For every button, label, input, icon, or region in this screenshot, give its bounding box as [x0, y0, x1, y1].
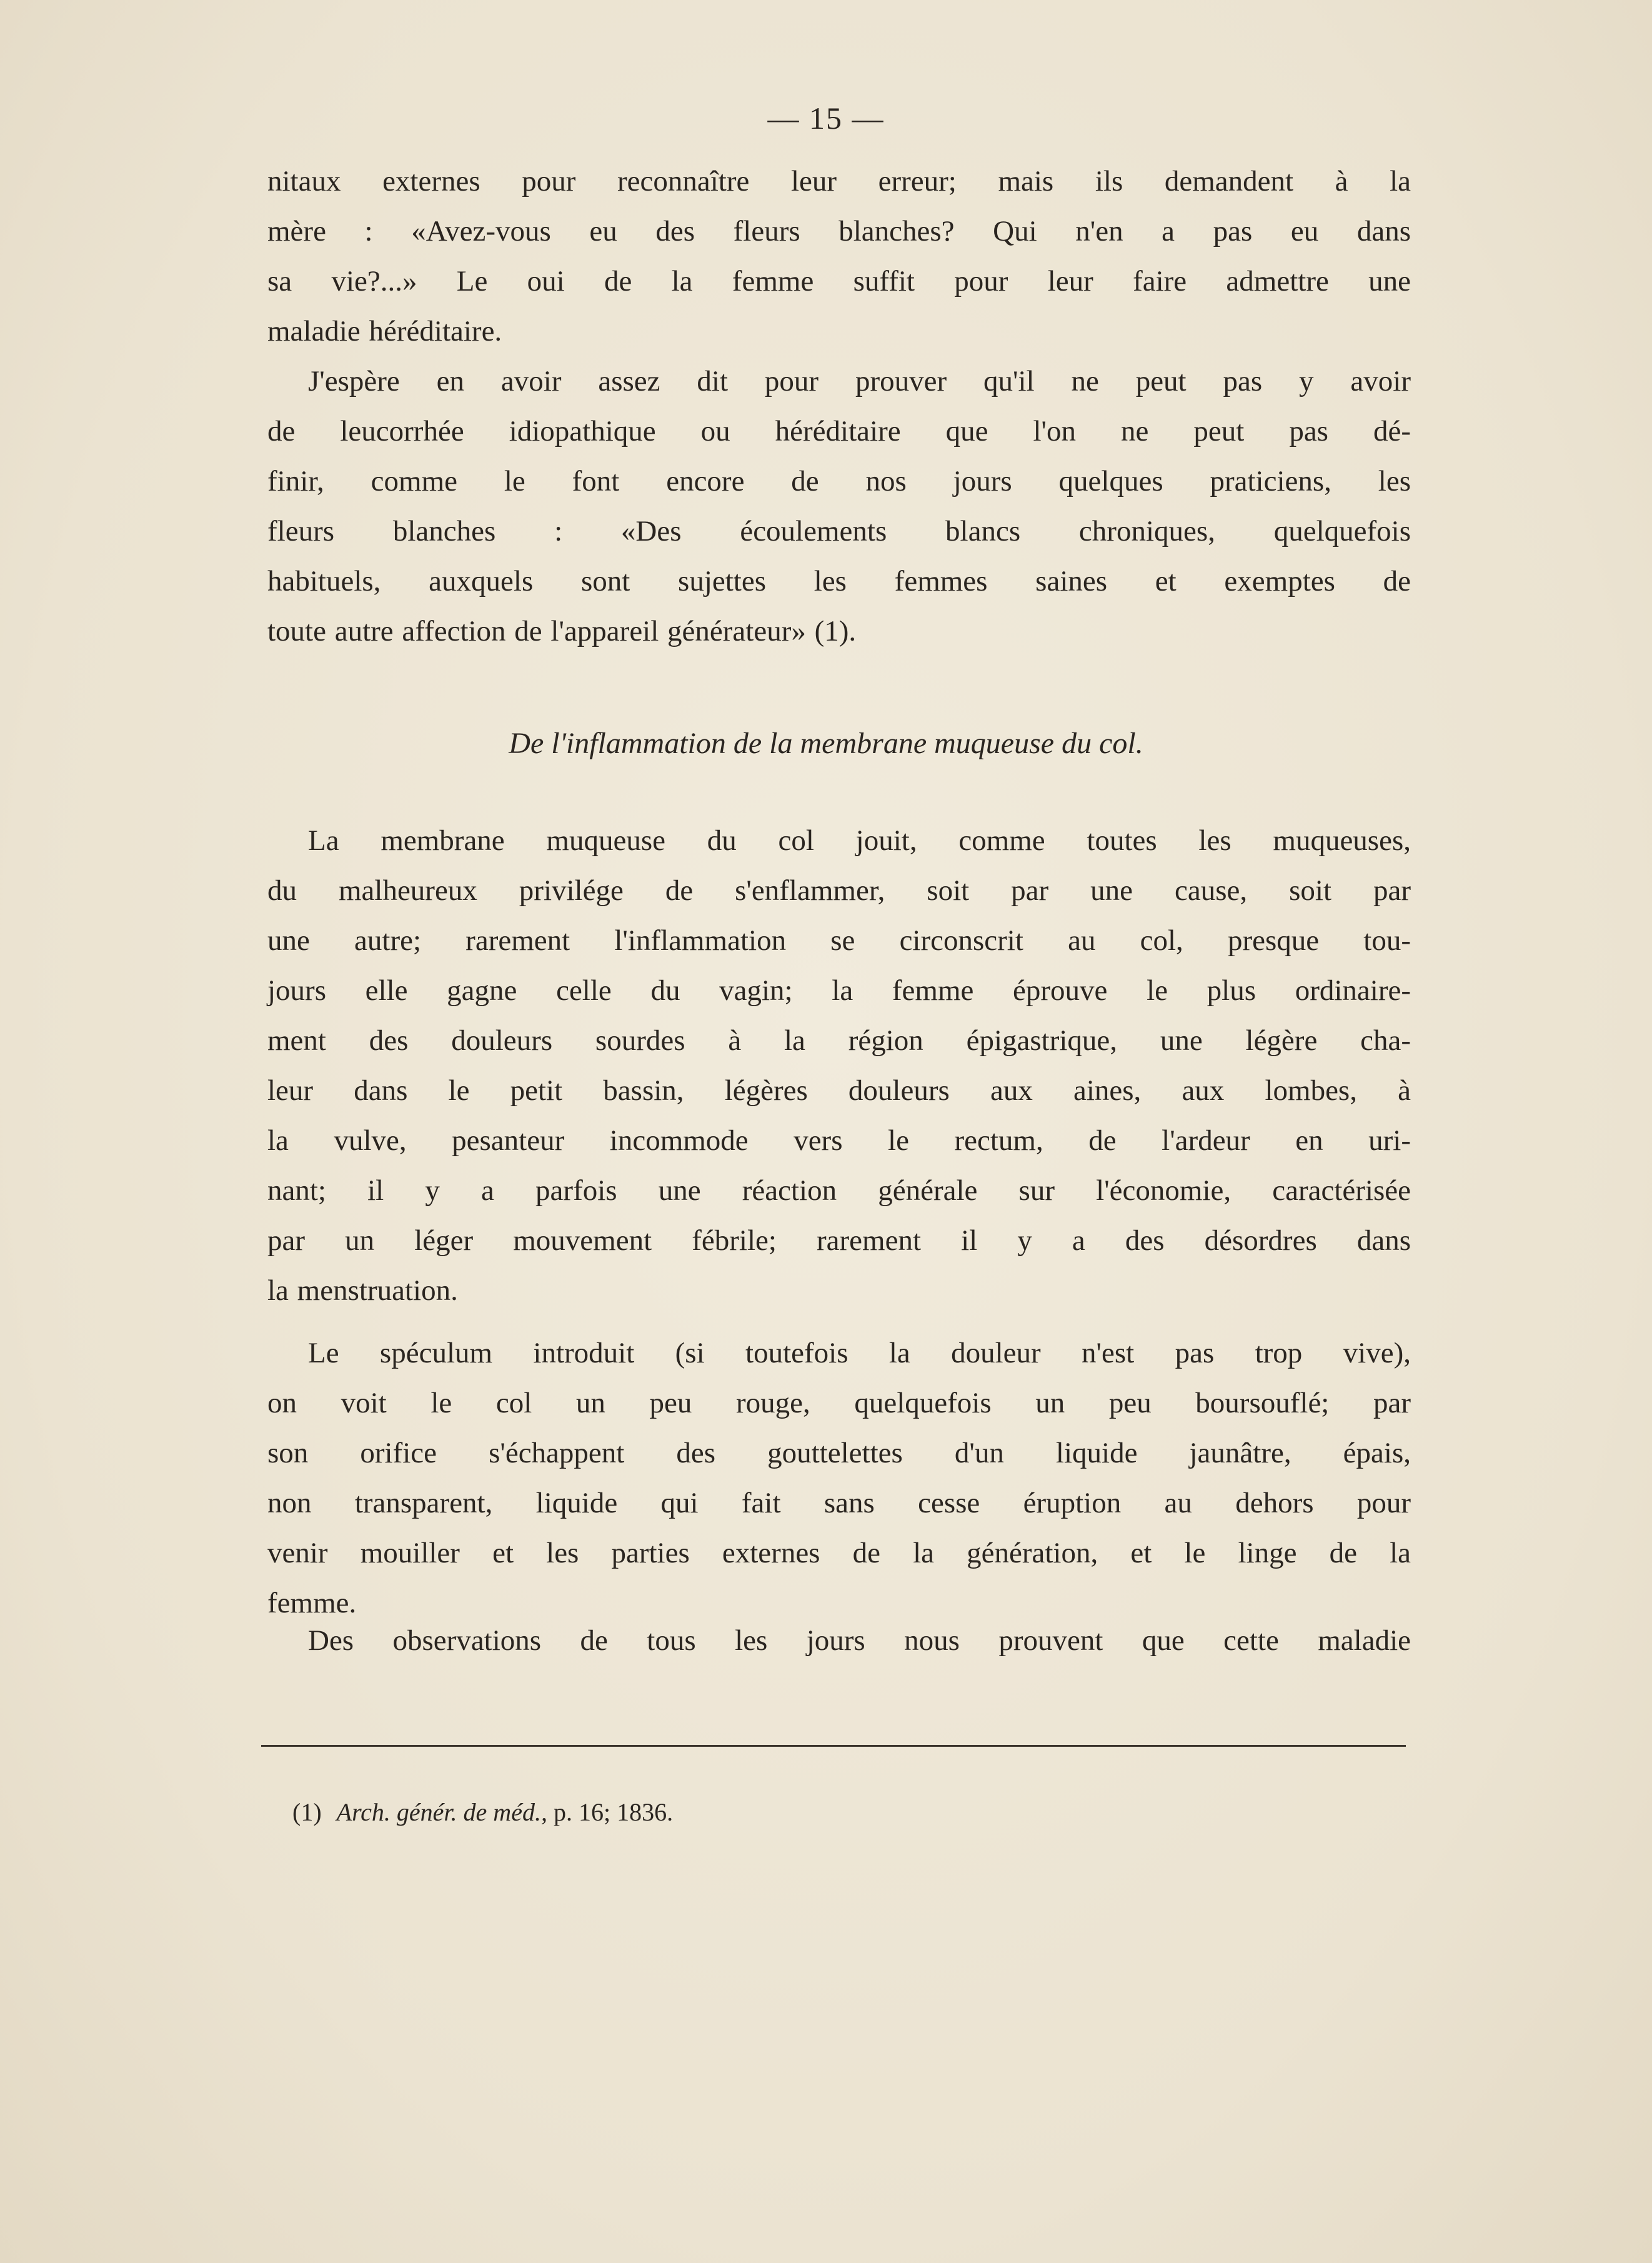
text-line: non transparent, liquide qui fait sans cesse éruption au dehors pour [267, 1487, 1411, 1519]
text-line: par un léger mouvement fébrile; rarement il y a des désordres dans [267, 1224, 1411, 1257]
text-line: toute autre affection de l'appareil générateur» (1). [267, 615, 857, 647]
footnote-source: Arch. génér. de méd., [336, 1798, 547, 1826]
text-line: jours elle gagne celle du vagin; la femme éprouve le plus ordinaire- [267, 974, 1411, 1007]
footnote [292, 1794, 673, 1831]
text-line: nitaux externes pour reconnaître leur erreur; mais ils demandent à la [267, 165, 1411, 197]
footnote-detail: p. 16; 1836. [553, 1798, 674, 1826]
footnote-divider [261, 1745, 1406, 1747]
text-line: ment des douleurs sourdes à la région épigastrique, une légère cha- [267, 1024, 1411, 1057]
text-line: leur dans le petit bassin, légères douleurs aux aines, aux lombes, à [267, 1074, 1411, 1107]
text-line: habituels, auxquels sont sujettes les femmes saines et exemptes de [267, 565, 1411, 597]
text-line: femme. [267, 1587, 357, 1619]
text-line: son orifice s'échappent des gouttelettes d'un liquide jaunâtre, épais, [267, 1437, 1411, 1469]
text-line: J'espère en avoir assez dit pour prouver qu'il ne peut pas y avoir [308, 365, 1411, 397]
text-line: on voit le col un peu rouge, quelquefois un peu boursouflé; par [267, 1387, 1411, 1419]
text-line: mère : «Avez-vous eu des fleurs blanches? Qui n'en a pas eu dans [267, 215, 1411, 247]
text-line: la menstruation. [267, 1274, 458, 1307]
paragraph-observations [267, 1616, 1411, 1666]
text-line: Des observations de tous les jours nous prouvent que cette maladie [308, 1624, 1411, 1657]
text-line: finir, comme le font encore de nos jours quelques praticiens, les [267, 465, 1411, 497]
page-number: — 15 — [767, 101, 885, 136]
paragraph-symptoms [267, 816, 1411, 1316]
footnote-marker: (1) [292, 1798, 322, 1826]
text-line: la vulve, pesanteur incommode vers le rectum, de l'ardeur en uri- [267, 1124, 1411, 1157]
section-heading: De l'inflammation de la membrane muqueuse du col. [509, 727, 1143, 760]
text-line: sa vie?...» Le oui de la femme suffit pour leur faire admettre une [267, 265, 1411, 297]
text-line: une autre; rarement l'inflammation se circonscrit au col, presque tou- [267, 924, 1411, 957]
paragraph-continuation [267, 156, 1411, 356]
text-line: La membrane muqueuse du col jouit, comme toutes les muqueuses, [308, 824, 1411, 857]
paragraph-speculum [267, 1328, 1411, 1628]
text-line: nant; il y a parfois une réaction générale sur l'économie, caractérisée [267, 1174, 1411, 1207]
text-line: venir mouiller et les parties externes de la génération, et le linge de la [267, 1537, 1411, 1569]
text-line: Le spéculum introduit (si toutefois la douleur n'est pas trop vive), [308, 1337, 1411, 1369]
text-line: de leucorrhée idiopathique ou héréditaire que l'on ne peut pas dé- [267, 415, 1411, 447]
text-line: du malheureux privilége de s'enflammer, soit par une cause, soit par [267, 874, 1411, 907]
paragraph-leucorrhee [267, 356, 1411, 656]
text-line: maladie héréditaire. [267, 315, 502, 347]
text-line: fleurs blanches : «Des écoulements blancs chroniques, quelquefois [267, 515, 1411, 547]
